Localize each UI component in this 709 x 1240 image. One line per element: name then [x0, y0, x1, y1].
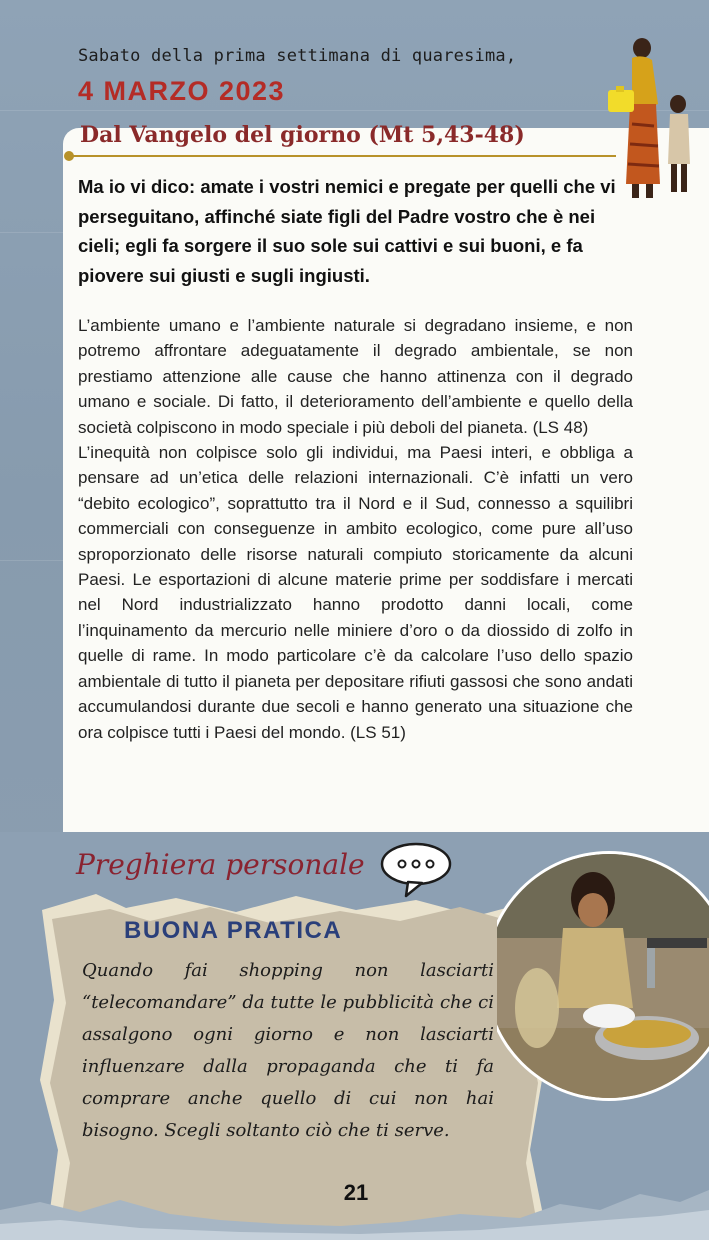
prayer-title: Preghiera personale [76, 848, 365, 881]
page-number: 21 [343, 1180, 369, 1205]
good-practice-text: Quando fai shopping non lasciarti “telecomandare” da tutte le pubblicità che ci assalgono ogni giorno e non lasciarti influenzare dalla propaganda che ti fa comprare anche quello di cui non hai bisogno. Scegli soltanto ciò che ti serve. [82, 960, 494, 1141]
speech-bubble-icon [378, 838, 454, 898]
reflection-paragraph-1: L’ambiente umano e l’ambiente naturale si degradano insieme, e non potremo affrontare adeguatamente il degrado ambientale, se non prestiamo attenzione alle cause che hanno attinenza con il degrado umano e sociale. Di fatto, il deterioramento dell’ambiente e quello della società colpiscono in modo speciale i più deboli del pianeta. (LS 48) [78, 316, 633, 437]
reflection-text [78, 313, 633, 745]
gospel-title: Dal Vangelo del giorno (Mt 5,43-48) [80, 122, 525, 148]
divider-dot [64, 151, 74, 161]
gospel-quote: Ma io vi dico: amate i vostri nemici e pregate per quelli che vi perseguitano, affinché siate figli del Padre vostro che è nei cieli; egli fa sorgere il suo sole sui cattivi e sui buoni, e fa piovere sui giusti e sugli ingiusti. [78, 176, 616, 286]
date-weekday: Sabato della prima settimana di quaresima, [78, 46, 517, 66]
girl-washing-photo [497, 848, 709, 1106]
good-practice-title: BUONA PRATICA [124, 917, 343, 944]
title-divider [68, 155, 616, 157]
date-heading: 4 MARZO 2023 [78, 76, 286, 106]
reflection-paragraph-2: L’inequità non colpisce solo gli individui, ma Paesi interi, e obbliga a pensare ad un’etica delle relazioni internazionali. C’è infatti un vero “debito ecologico”, soprattutto tra il Nord e il Sud, connesso a squilibri commerciali con conseguenze in ambito ecologico, come pure all’uso sproporzionato delle risorse naturali compiuto storicamente da alcuni Paesi. Le esportazioni di alcune materie prime per soddisfare i mercati nel Nord industrializzato hanno prodotto danni locali, come l’inquinamento da mercurio nelle miniere d’oro o da diossido di zolfo in quelle di rame. In modo particolare c’è da calcolare l’uso dello spazio ambientale di tutto il pianeta per depositare rifiuti gassosi che sono andati accumulandosi durante due secoli e hanno generato una situazione che ora colpisce tutti i Paesi del mondo. (LS 51) [78, 443, 633, 742]
